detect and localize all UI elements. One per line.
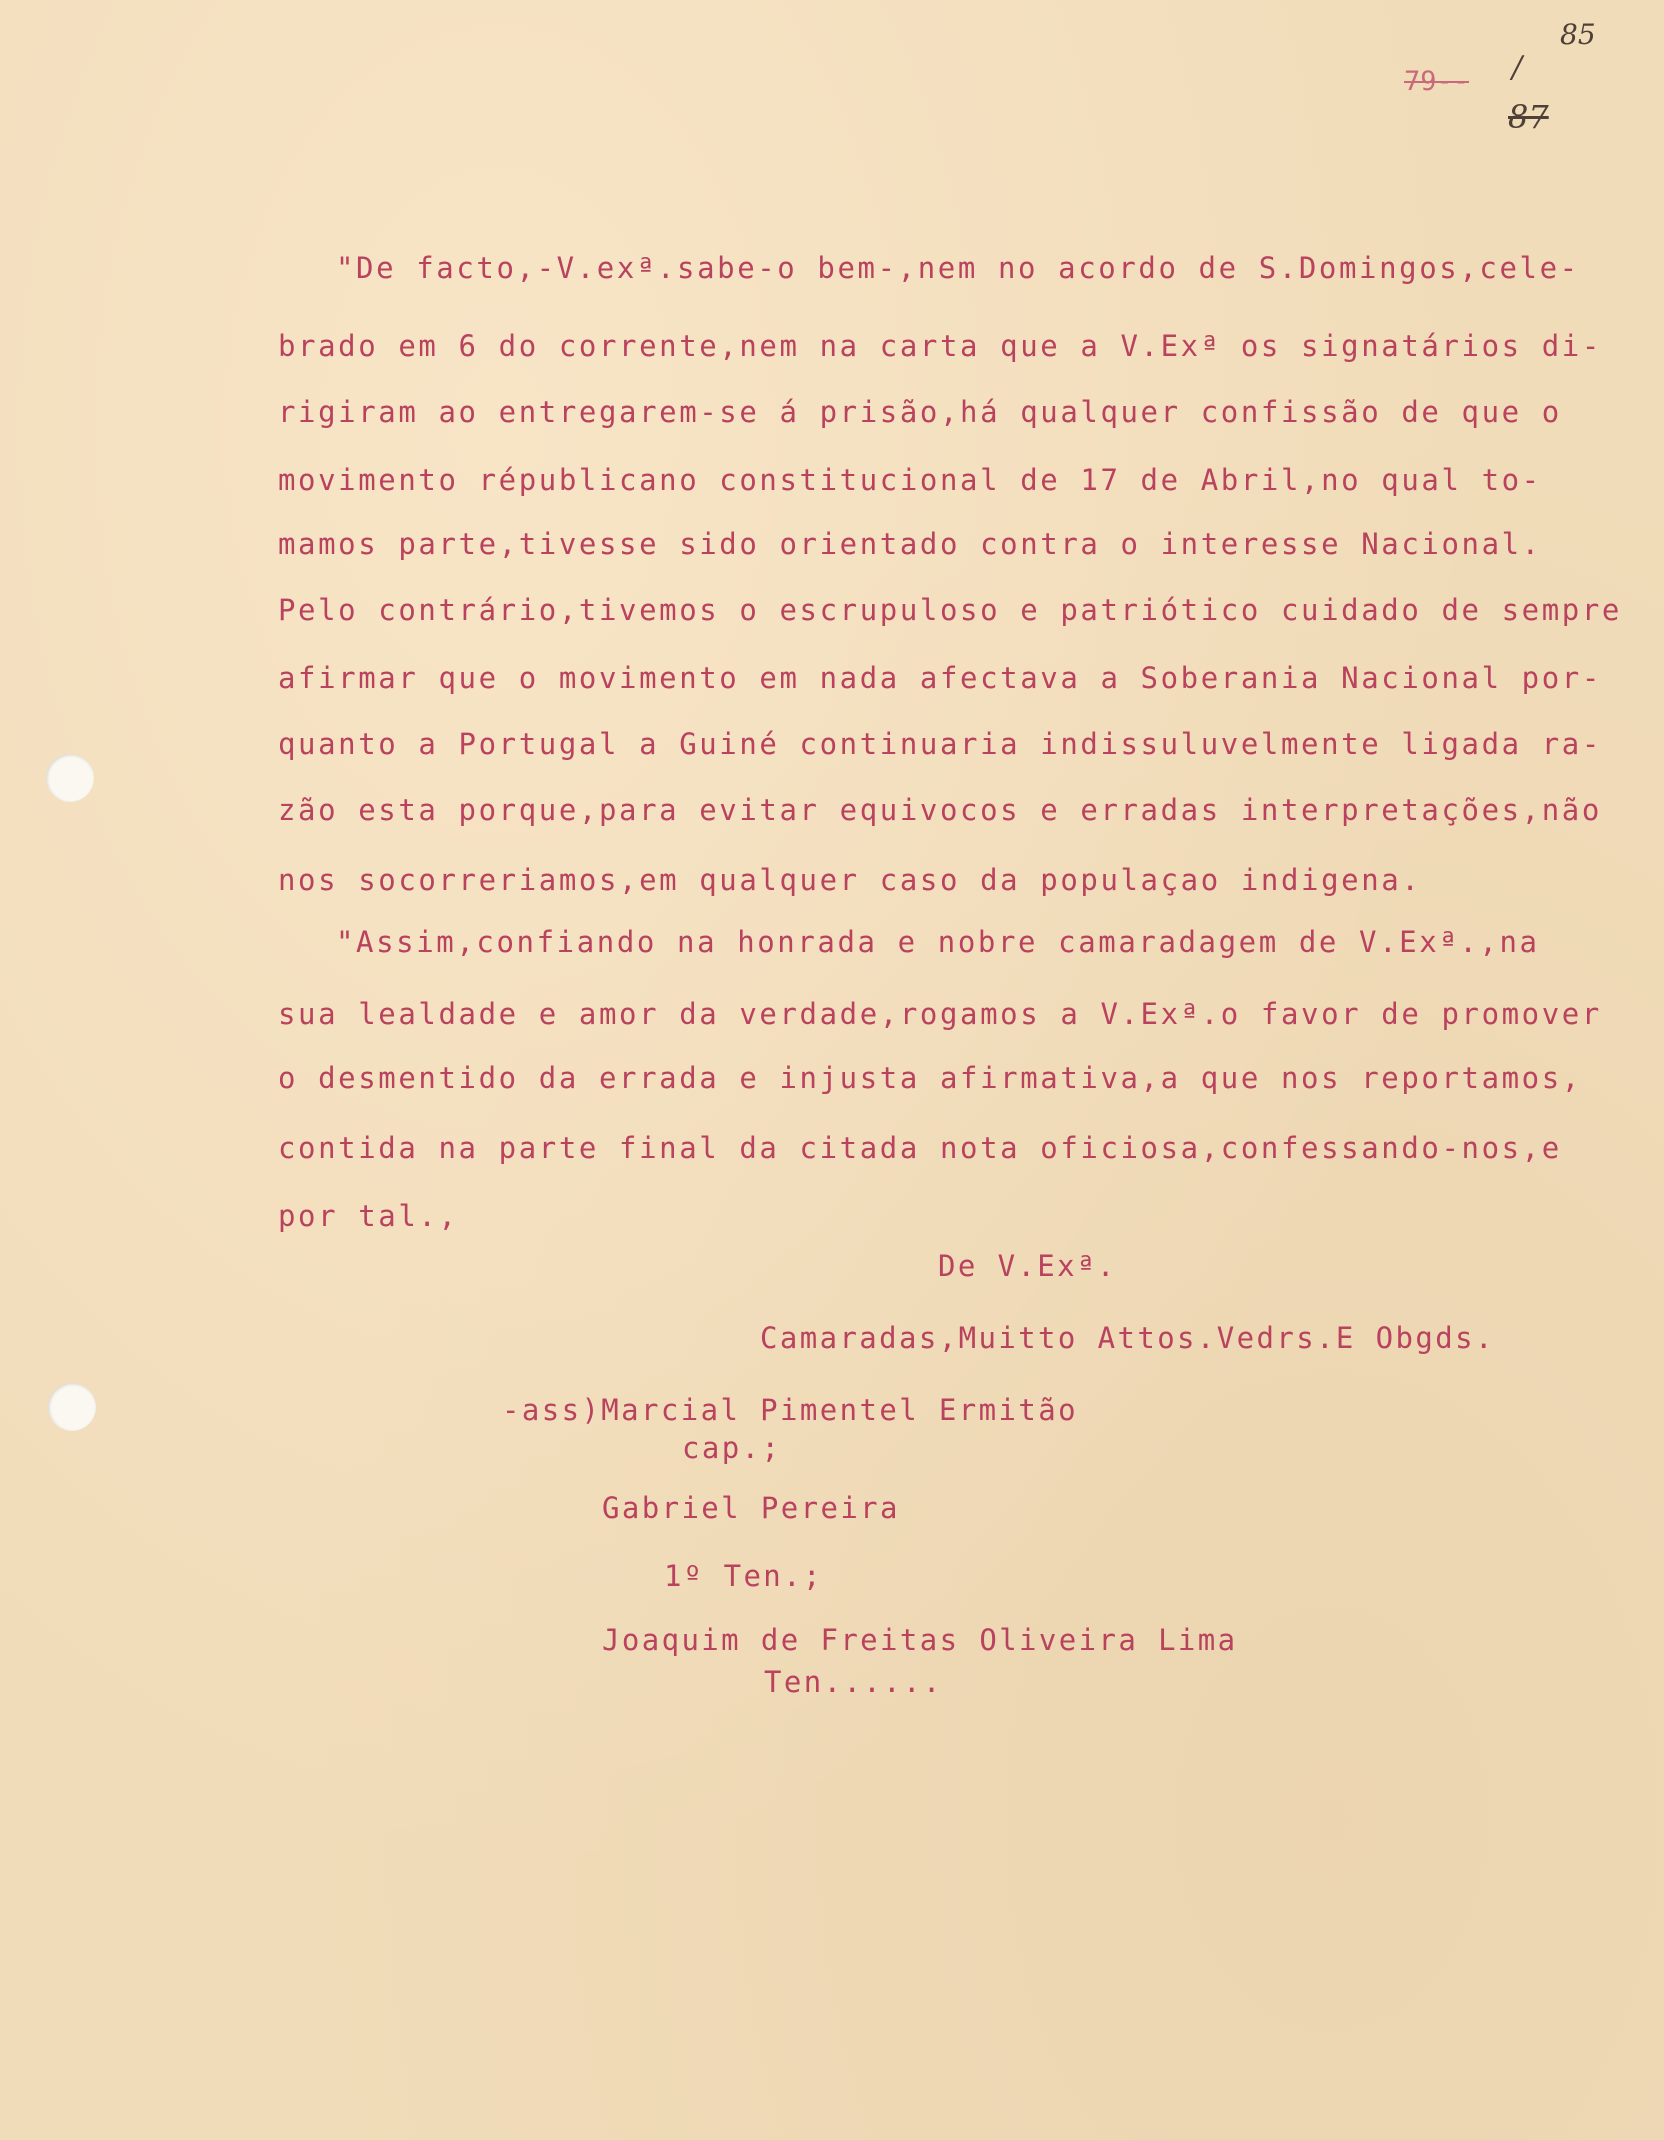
letter-line: movimento républicano constitucional de 17 de Abril,no qual to-: [278, 463, 1542, 497]
letter-line: nos socorreriamos,em qualquer caso da populaçao indigena.: [278, 863, 1422, 897]
letter-line: quanto a Portugal a Guiné continuaria indissuluvelmente ligada ra-: [278, 727, 1602, 761]
signer-name: Gabriel Pereira: [602, 1491, 900, 1525]
letter-line: "Assim,confiando na honrada e nobre camaradagem de V.Exª.,na: [336, 925, 1540, 959]
handwritten-folio-number: 85: [1560, 18, 1596, 51]
struck-handwritten-folio-number: 87: [1508, 98, 1549, 136]
punch-hole: [48, 1383, 96, 1431]
signer-rank: 1º Ten.;: [664, 1559, 823, 1593]
letter-line: Pelo contrário,tivemos o escrupuloso e patriótico cuidado de sempre: [278, 593, 1622, 627]
struck-folio-number: 79--: [1404, 66, 1470, 97]
letter-line: afirmar que o movimento em nada afectava a Soberania Nacional por-: [278, 661, 1602, 695]
letter-line: sua lealdade e amor da verdade,rogamos a V.Exª.o favor de promover: [278, 997, 1602, 1031]
letter-line: "De facto,-V.exª.sabe-o bem-,nem no acordo de S.Domingos,cele-: [336, 251, 1580, 285]
folio-slash-mark: /: [1512, 50, 1523, 85]
punch-hole: [46, 754, 94, 802]
signer-rank: Ten......: [764, 1665, 943, 1699]
closing-salutation: De V.Exª.: [938, 1249, 1117, 1283]
letter-line: por tal.,: [278, 1199, 459, 1233]
letter-line: rigiram ao entregarem-se á prisão,há qualquer confissão de que o: [278, 395, 1562, 429]
letter-line: brado em 6 do corrente,nem na carta que a V.Exª os signatários di-: [278, 329, 1602, 363]
letter-line: mamos parte,tivesse sido orientado contra o interesse Nacional.: [278, 527, 1542, 561]
letter-line: o desmentido da errada e injusta afirmativa,a que nos reportamos,: [278, 1061, 1582, 1095]
signer-name: -ass)Marcial Pimentel Ermitão: [502, 1393, 1078, 1427]
signer-name: Joaquim de Freitas Oliveira Lima: [602, 1623, 1238, 1657]
letter-line: contida na parte final da citada nota oficiosa,confessando-nos,e: [278, 1131, 1562, 1165]
closing-formula: Camaradas,Muitto Attos.Vedrs.E Obgds.: [760, 1321, 1495, 1355]
letter-line: zão esta porque,para evitar equivocos e erradas interpretações,não: [278, 793, 1602, 827]
signer-rank: cap.;: [682, 1431, 782, 1465]
